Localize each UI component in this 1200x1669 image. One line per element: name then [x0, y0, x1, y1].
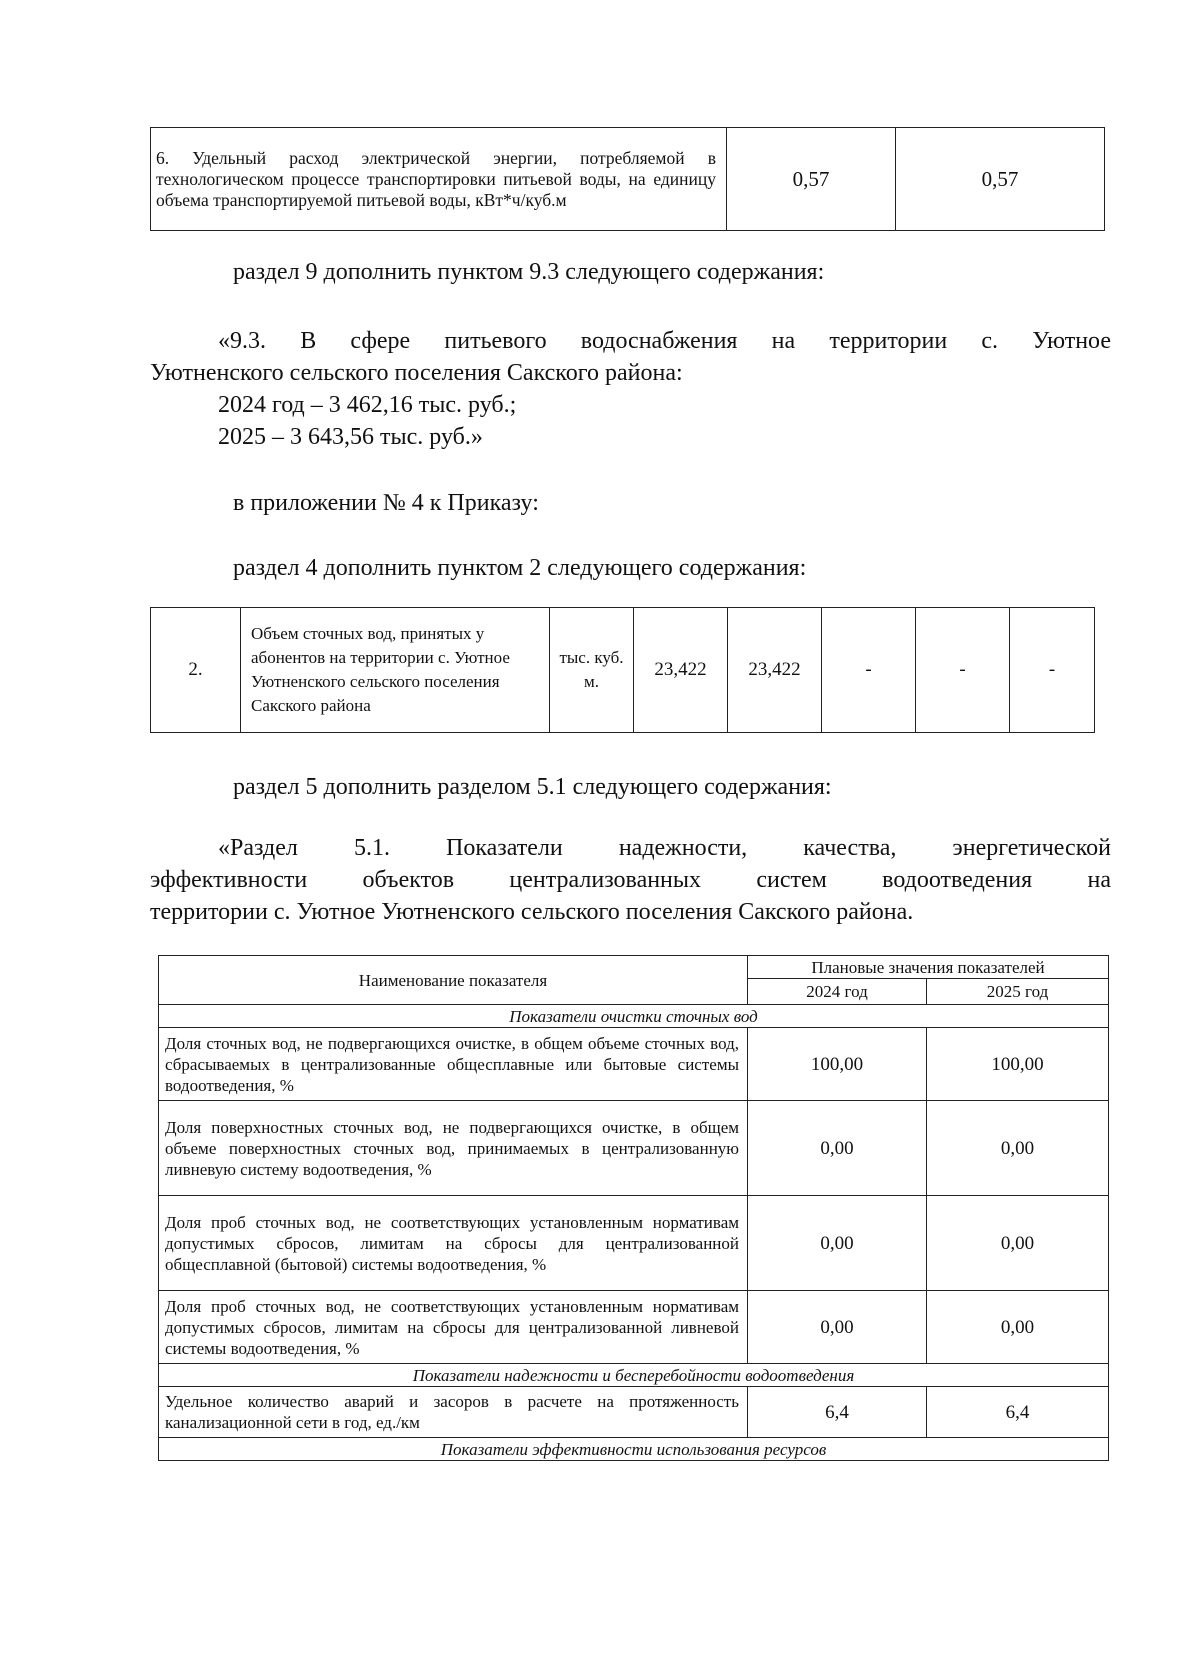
paragraph-9-3-line4: 2025 – 3 643,56 тыс. руб.»: [218, 424, 483, 450]
column-header-2024: 2024 год: [748, 979, 927, 1005]
paragraph-5-1-line3: территории с. Уютное Уютненского сельского поселения Сакского района.: [150, 899, 914, 925]
value-2025-cell: 0,00: [927, 1196, 1109, 1291]
value-2025-cell: 100,00: [927, 1028, 1109, 1101]
unit-cell: тыс. куб. м.: [550, 608, 634, 733]
value-2024-cell: 0,00: [748, 1291, 927, 1364]
indicator-name-cell: Доля сточных вод, не подвергающихся очистке, в общем объеме сточных вод, сбрасываемых в централизованные общесплавные или бытовые системы водоотведения, %: [159, 1028, 748, 1101]
value-2025-cell: 0,00: [927, 1291, 1109, 1364]
paragraph-appendix4: в приложении № 4 к Приказу:: [233, 490, 539, 516]
paragraph-section9: раздел 9 дополнить пунктом 9.3 следующего содержания:: [233, 259, 825, 285]
indicator-name-cell: Доля проб сточных вод, не соответствующих установленным нормативам допустимых сбросов, лимитам на сбросы для централизованной ливневой системы водоотведения, %: [159, 1291, 748, 1364]
indicator-name-cell: Доля проб сточных вод, не соответствующих установленным нормативам допустимых сбросов, лимитам на сбросы для централизованной общесплавной (бытовой) системы водоотведения, %: [159, 1196, 748, 1291]
section-row: [159, 1364, 1109, 1387]
section-title: Показатели очистки сточных вод: [159, 1005, 1109, 1028]
paragraph-9-3-line3: 2024 год – 3 462,16 тыс. руб.;: [218, 392, 517, 418]
indicator-name-cell: Доля поверхностных сточных вод, не подвергающихся очистке, в общем объеме поверхностных сточных вод, принимаемых в централизованную ливневую систему водоотведения, %: [159, 1101, 748, 1196]
indicator-name-cell: Объем сточных вод, принятых у абонентов на территории с. Уютное Уютненского сельского поселения Сакского района: [241, 608, 550, 733]
paragraph-section4: раздел 4 дополнить пунктом 2 следующего содержания:: [233, 555, 807, 581]
value-2025-cell: 0,57: [896, 128, 1105, 231]
row-number-cell: 2.: [151, 608, 241, 733]
table-row: [151, 608, 1095, 733]
value-2024-cell: 0,57: [727, 128, 896, 231]
paragraph-section5: раздел 5 дополнить разделом 5.1 следующего содержания:: [233, 774, 832, 800]
value-2025-cell: 0,00: [927, 1101, 1109, 1196]
table-row: [159, 1387, 1109, 1438]
value-2024-cell: 0,00: [748, 1101, 927, 1196]
column-header-name: Наименование показателя: [159, 956, 748, 1005]
value-2024-cell: 100,00: [748, 1028, 927, 1101]
value-cell-3: -: [822, 608, 916, 733]
paragraph-5-1-line1: «Раздел 5.1. Показатели надежности, качества, энергетической: [218, 835, 1111, 861]
table-row: [151, 128, 1105, 231]
table-row: [159, 1028, 1109, 1101]
table-row: [159, 1101, 1109, 1196]
value-cell-1: 23,422: [634, 608, 728, 733]
value-2025-cell: 6,4: [927, 1387, 1109, 1438]
column-header-2025: 2025 год: [927, 979, 1109, 1005]
value-2024-cell: 0,00: [748, 1196, 927, 1291]
value-cell-4: -: [916, 608, 1010, 733]
value-cell-2: 23,422: [728, 608, 822, 733]
table-row: [159, 1291, 1109, 1364]
value-2024-cell: 6,4: [748, 1387, 927, 1438]
wastewater-volume-table: [150, 607, 1095, 733]
indicator-name-cell: Удельное количество аварий и засоров в расчете на протяженность канализационной сети в год, ед./км: [159, 1387, 748, 1438]
value-cell-5: -: [1010, 608, 1095, 733]
section-title: Показатели эффективности использования ресурсов: [159, 1438, 1109, 1461]
section-title: Показатели надежности и бесперебойности водоотведения: [159, 1364, 1109, 1387]
energy-indicator-table: [150, 127, 1105, 231]
paragraph-5-1-line2: эффективности объектов централизованных систем водоотведения на: [150, 867, 1111, 893]
table-row: [159, 1196, 1109, 1291]
indicator-name-cell: 6. Удельный расход электрической энергии, потребляемой в технологическом процессе транспортировки питьевой воды, на единицу объема транспортируемой питьевой воды, кВт*ч/куб.м: [151, 128, 727, 231]
drainage-indicators-table: [158, 955, 1109, 1461]
section-row: [159, 1005, 1109, 1028]
section-row: [159, 1438, 1109, 1461]
paragraph-9-3-line1: «9.3. В сфере питьевого водоснабжения на территории с. Уютное: [218, 328, 1111, 354]
column-header-plan: Плановые значения показателей: [748, 956, 1109, 979]
header-row: [159, 956, 1109, 979]
paragraph-9-3-line2: Уютненского сельского поселения Сакского района:: [150, 360, 683, 386]
